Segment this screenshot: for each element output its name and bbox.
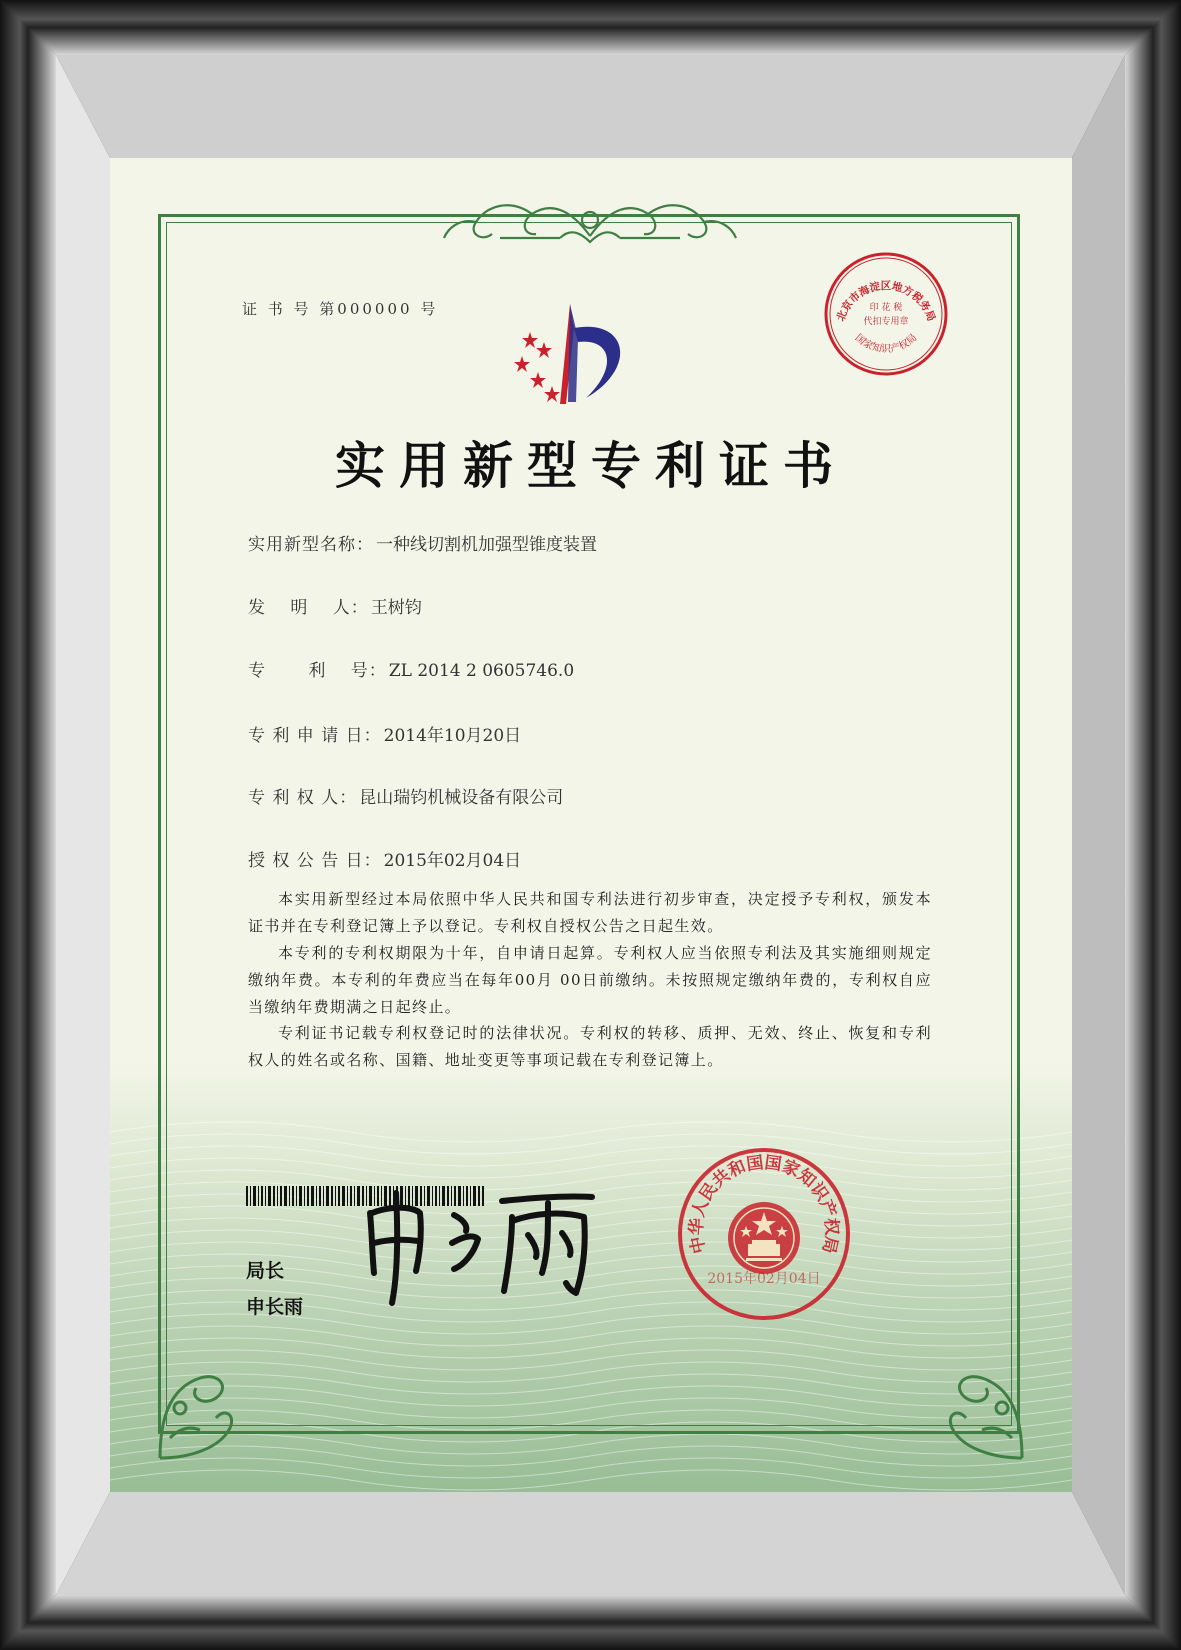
director-name: 申长雨 <box>246 1296 304 1318</box>
patent-logo-icon <box>508 298 648 408</box>
tax-stamp-ring: 北京市海淀区地方税务局 <box>834 280 938 324</box>
signature-icon <box>362 1173 602 1313</box>
field-grant-date: 授 权 公 告 日： 2015年02月04日 <box>248 851 522 871</box>
ornament-icon <box>440 188 740 248</box>
svg-text:国家知识产权局 <box>853 332 920 355</box>
national-seal-icon <box>676 1146 852 1322</box>
field-inventor: 发 明 人： 王树钧 <box>248 598 422 618</box>
director-title: 局长 <box>246 1260 285 1282</box>
corner-ornament-left-icon <box>150 1348 260 1468</box>
seal-ring-text: 中华人民共和国国家知识产权局 <box>686 1152 842 1256</box>
tax-stamp-bottom: 国家知识产权局 <box>852 332 920 356</box>
field-patentee: 专 利 权 人： 昆山瑞钧机械设备有限公司 <box>248 788 564 808</box>
paragraph-3: 专利证书记载专利权登记时的法律状况。专利权的转移、质押、无效、终止、恢复和专利权人的姓名或名称、国籍、地址变更等事项记载在专利登记簿上。 <box>248 1024 932 1069</box>
paragraph-2: 本专利的专利权期限为十年，自申请日起算。专利权人应当依照专利法及其实施细则规定缴纳年费。本专利的年费应当在每年00月 00日前缴纳。未按照规定缴纳年费的，专利权自应当缴纳年费期满之日起终止。 <box>248 944 932 1016</box>
tax-stamp-line1: 印 花 税 <box>869 303 903 313</box>
national-emblem-icon <box>728 1202 800 1274</box>
field-patent-number: 专 利 号： ZL 2014 2 0605746.0 <box>248 661 575 681</box>
field-application-date: 专 利 申 请 日： 2014年10月20日 <box>248 726 522 746</box>
paragraph-1: 本实用新型经过本局依照中华人民共和国专利法进行初步审查，决定授予专利权，颁发本证书并在专利登记簿上予以登记。专利权自授权公告之日起生效。 <box>248 890 932 935</box>
certificate-paper <box>110 158 1072 1492</box>
field-utility-model-name: 实用新型名称： 一种线切割机加强型锥度装置 <box>248 535 597 555</box>
certificate-number: 证 书 号 第000000 号 <box>242 300 439 318</box>
certificate-title: 实用新型专利证书 <box>335 436 847 495</box>
corner-ornament-right-icon <box>922 1348 1032 1468</box>
tax-stamp-line2: 代扣专用章 <box>863 317 909 327</box>
seal-date: 2015年02月04日 <box>707 1271 821 1287</box>
tax-stamp-icon <box>822 250 950 378</box>
